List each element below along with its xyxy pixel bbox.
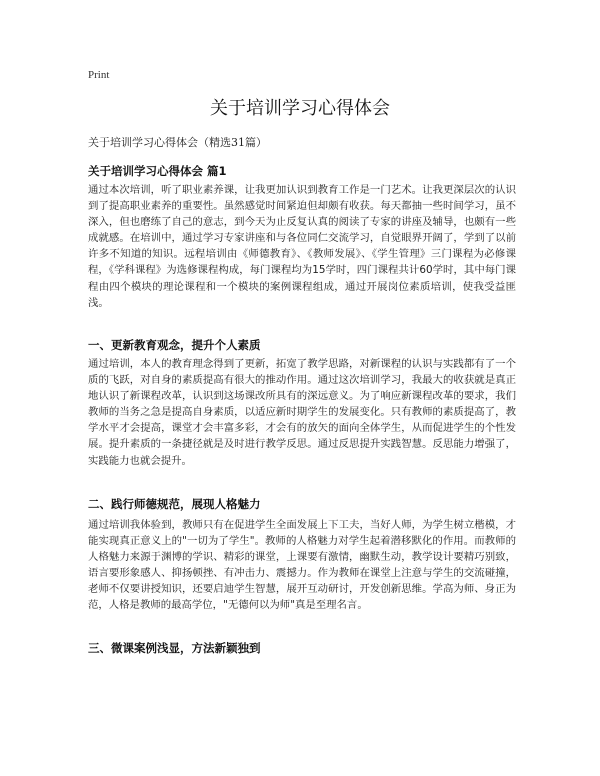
- section-heading-1: 一、更新教育观念，提升个人素质: [88, 338, 261, 352]
- section-heading-3: 三、微课案例浅显，方法新颖独到: [88, 641, 261, 655]
- intro-paragraph: 通过本次培训，听了职业素养课，让我更加认识到教育工作是一门艺术。让我更深层次的认识到了提高职业素养的重要性。虽然感觉时间紧迫但却颇有收获。每天都抽一些时间学习，虽不深入，但也磨练了自己的意志，到今天为止反复认真的阅读了专家的讲座及辅导，也颇有一些成就感。在培训中，通过学习专家讲座和与各位同仁交流学习，自觉眼界开阔了，学到了以前许多不知道的知识。远程培训由《师德教育》、《教师发展》、《学生管理》三门课程为必修课程，《学科课程》为选修课程构成，每门课程均为15学时，四门课程共计60学时，其中每门课程由四个模块的理论课程和一个模块的案例课程组成，通过开展岗位素质培训，使我受益匪浅。: [88, 184, 516, 309]
- section-body-2: 通过培训我体验到，教师只有在促进学生全面发展上下工夫，当好人师，为学生树立楷模，才能实现真正意义上的"一切为了学生"。教师的人格魅力对学生起着潜移默化的作用。而教师的人格魅力来源于渊博的学识、精彩的课堂，上课要有激情，幽默生动，教学设计要精巧别致，语言要形象感人、抑扬顿挫、有冲击力、震撼力。作为教师在课堂上注意与学生的交流碰撞，老师不仅要讲授知识，还要启迪学生智慧，展开互动研讨，开发创新思维。学高为师、身正为范，人格是教师的最高学位，"无德何以为师"真是至理名言。: [88, 519, 516, 612]
- page-subtitle: 关于培训学习心得体会（精选31篇）: [88, 136, 267, 149]
- article-heading: 关于培训学习心得体会 篇1: [88, 164, 227, 178]
- section-body-1: 通过培训，本人的教育理念得到了更新，拓宽了教学思路，对新课程的认识与实践都有了一个质的飞跃，对自身的素质提高有很大的推动作用。通过这次培训学习，我最大的收获就是真正地认识了新课程改革，认识到这场课改所具有的深远意义。为了响应新课程改革的要求，我们教师的当务之急是提高自身素质，以适应新时期学生的发展变化。只有教师的素质提高了，教学水平才会提高，课堂才会丰富多彩，才会有的放矢的面向全体学生，从而促进学生的个性发展。提升素质的一条捷径就是及时进行教学反思。通过反思提升实践智慧。反思能力增强了，实践能力也就会提升。: [88, 358, 516, 467]
- section-heading-2: 二、践行师德规范，展现人格魅力: [88, 497, 261, 511]
- print-label: Print: [88, 69, 110, 81]
- page-title: 关于培训学习心得体会: [210, 98, 390, 119]
